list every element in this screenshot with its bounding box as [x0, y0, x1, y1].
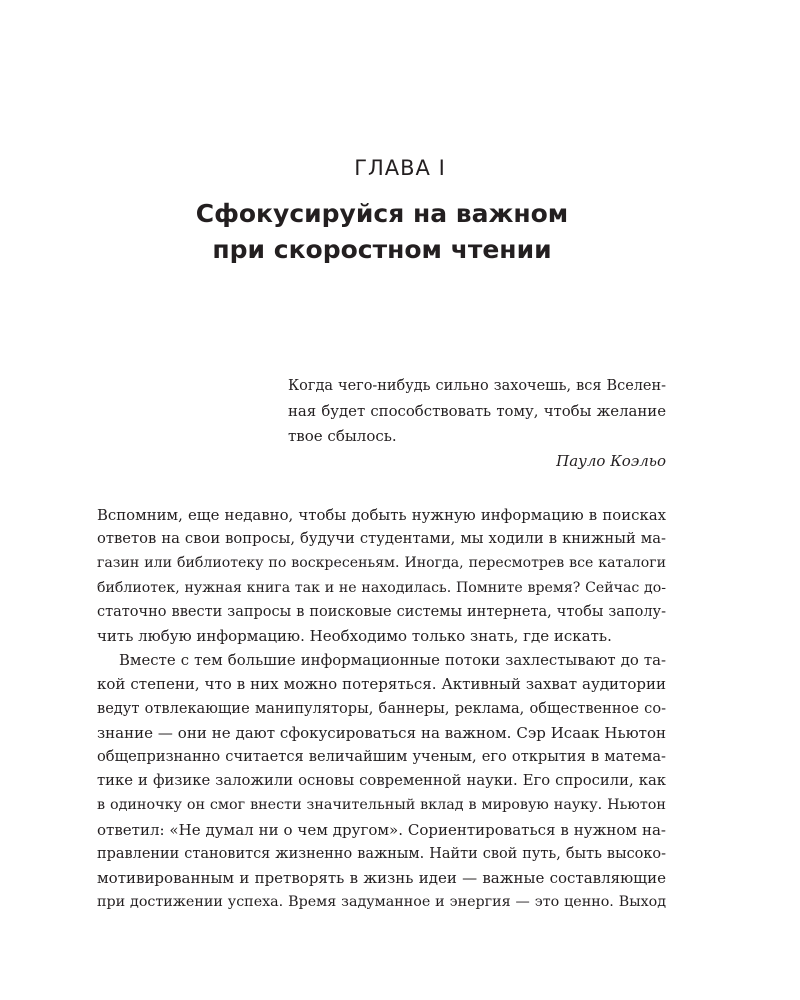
epigraph-line: Когда чего-нибудь сильно захочешь, вся Вселен-: [288, 378, 666, 394]
text-line: чить любую информацию. Необходимо только знать, где искать.: [97, 627, 612, 646]
text-line: ведут отвлекающие манипуляторы, баннеры, реклама, общественное со-: [97, 699, 666, 717]
paragraph-2: [97, 648, 666, 914]
text-line: ответов на свои вопросы, будучи студентами, мы ходили в книжный ма-: [97, 530, 666, 548]
text-line: в одиночку он смог внести значительный вклад в мировую науку. Ньютон: [97, 797, 666, 814]
chapter-title-line: при скоростном чтении: [212, 235, 552, 264]
chapter-title-line: Сфокусируйся на важном: [195, 199, 569, 228]
text-line: общепризнанно считается величайшим ученым, его открытия в матема-: [97, 748, 666, 766]
text-line: статочно ввести запросы в поисковые системы интернета, чтобы заполу-: [97, 603, 666, 620]
epigraph-line: ная будет способствовать тому, чтобы желание: [288, 402, 666, 420]
chapter-title: [0, 196, 764, 268]
text-line: ответил: «Не думал ни о чем другом». Сориентироваться в нужном на-: [97, 820, 666, 839]
body-text: [97, 503, 666, 914]
paragraph-1: [97, 503, 666, 648]
text-line: при достижении успеха. Время задуманное и энергия — это ценно. Выход: [97, 894, 666, 911]
text-line: газин или библиотеку по воскресеньям. Иногда, пересмотрев все каталоги: [97, 555, 666, 572]
text-line: Вместе с тем большие информационные потоки захлестывают до та-: [119, 651, 666, 670]
epigraph-line: твое сбылось.: [288, 427, 397, 445]
epigraph: [288, 374, 666, 474]
chapter-label: ГЛАВА I: [354, 156, 446, 180]
text-line: кой степени, что в них можно потеряться. Активный захват аудитории: [97, 675, 666, 694]
text-line: Вспомним, еще недавно, чтобы добыть нужную информацию в поисках: [97, 506, 666, 524]
text-line: библиотек, нужная книга так и не находилась. Помните время? Сейчас до-: [97, 579, 666, 596]
text-line: знание — они не дают сфокусироваться на важном. Сэр Исаак Ньютон: [97, 723, 666, 742]
text-line: правлении становится жизненно важным. Найти свой путь, быть высоко-: [97, 845, 666, 862]
epigraph-author: Пауло Коэльо: [556, 452, 666, 470]
text-line: тике и физике заложили основы современной науки. Его спросили, как: [97, 772, 666, 790]
text-line: мотивированным и претворять в жизнь идеи — важные составляющие: [97, 869, 666, 888]
